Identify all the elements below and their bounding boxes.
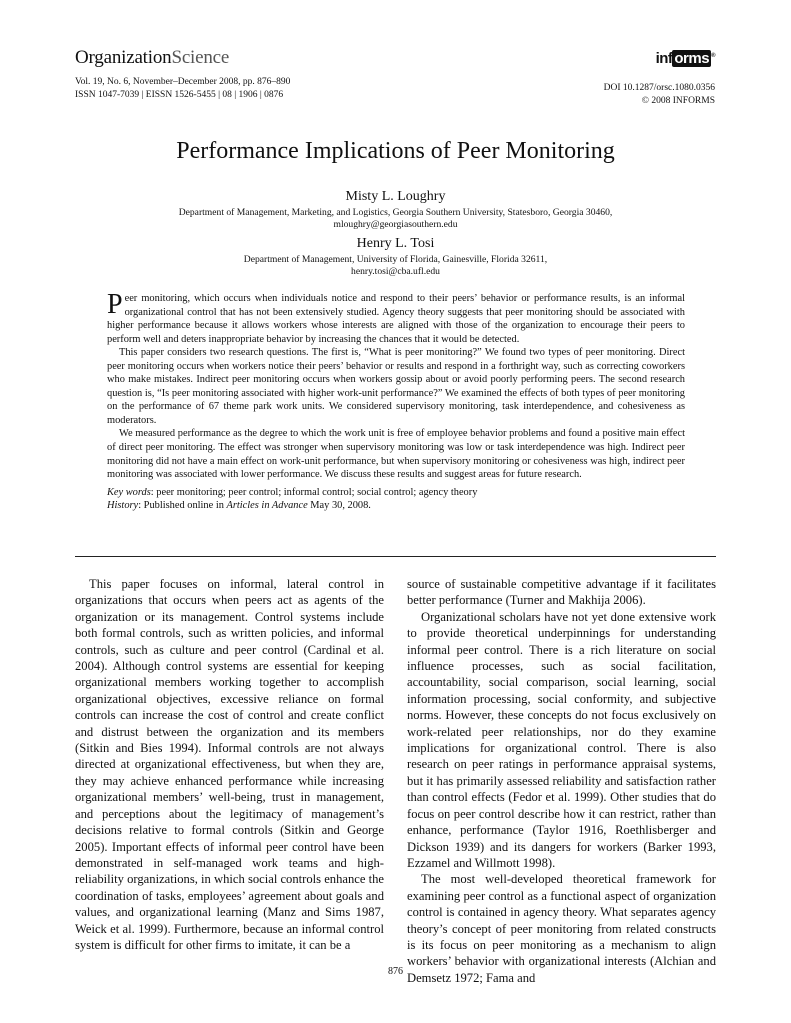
author-block-1	[0, 189, 791, 231]
abstract	[107, 289, 685, 513]
author-name: Henry L. Tosi	[356, 236, 435, 251]
body-paragraph: The most well-developed theoretical framework for examining peer control as a functional aspect of organization control is contained in agency theory. What separates agency theory’s concept of peer monitoring from related constructs is its focus on peer monitoring as a mechanism to align workers’ behavior with organizational interests (Alchian and Demsetz 1972; Fama and	[407, 872, 716, 985]
author-affiliation: Department of Management, University of Florida, Gainesville, Florida 32611,	[243, 254, 548, 265]
history: History: Published online in Articles in Advance May 30, 2008.	[107, 500, 371, 512]
doi-block	[604, 82, 715, 108]
abstract-paragraph: Peer monitoring, which occurs when individuals notice and respond to their peers’ behavior or performance results, is an informal organizational control that has not been extensively studied. Agency theory suggests that peer monitoring should be associated with higher performance because it allows workers whose interests are aligned with those of the organization to encourage their peers to perform well and deters inappropriate behavior by increasing the chances that it would be detected.	[107, 289, 685, 345]
author-email: mloughry@georgiasouthern.edu	[333, 219, 458, 230]
body-paragraph: This paper focuses on informal, lateral control in organizations that occurs when peers act as agents of the organization or its management. Control systems include both formal controls, such as written policies, and informal controls, such as culture and peer control (Cardinal et al. 2004). Although control systems are essential for keeping organizational members working together to accomplish organizational objectives, excessive reliance on formal controls can increase the cost of control and create conflict and distrust between the organization and its members (Sitkin and Bies 1994). Informal controls are not always directed at organizational effectiveness, but when they are, they may achieve enhanced performance while increasing organizational members’ well-being, trust in management, and perceptions about the legitimacy of management’s decisions relative to formal controls (Sitkin and George 2005). Important effects of informal peer control have been demonstrated in self-managed work teams and high-reliability organizations, in which social controls enhance the coordination of tasks, employees’ agreement about goals and values, and organizational learning (Manz and Sims 1987, Weick et al. 1999). Furthermore, because an informal control system is difficult for other firms to imitate, it can be a	[75, 577, 384, 952]
body-paragraph: Organizational scholars have not yet done extensive work to provide theoretical underpinnings for understanding informal peer control. There is a rich literature on social influence processes, such as social facilitation, accountability, social comparison, social learning, social information processing, social conformity, and subjective norms. However, these concepts do not focus exclusively on work-related peer relationships, nor do they examine implications for organizational control. There is also research on peer ratings in performance appraisal systems, but it has primarily assessed reliability and satisfaction rather than control effects (Fedor et al. 1999). Other studies that do focus on peer control describe how it can restrict, rather than enhance, performance (Taylor 1916, Roethlisberger and Dickson 1939) and its dangers for workers (Barker 1993, Ezzamel and Willmott 1998).	[407, 609, 716, 870]
informs-logo: inf orms ®	[655, 50, 715, 67]
doi: DOI 10.1287/orsc.1080.0356	[603, 83, 715, 93]
journal-name: OrganizationScience	[75, 47, 230, 68]
keywords: Key words: peer monitoring; peer control; informal control; social control; agency theory	[107, 486, 478, 498]
journal-name-sub: Science	[171, 47, 230, 68]
body-paragraph: source of sustainable competitive advantage if it facilitates better performance (Turner and Makhija 2006).	[407, 577, 716, 608]
abstract-paragraph: We measured performance as the degree to which the work unit is free of employee behavior problems and found a positive main effect of direct peer monitoring. The effect was stronger when supervisory monitoring was low or task interdependence was high. Indirect peer monitoring did not have a main effect on work-unit performance, but when supervisory monitoring or cohesiveness was high, indirect peer monitoring was associated with lower performance. We discuss these results and suggest areas for future research.	[107, 428, 685, 481]
issn-line: ISSN 1047-7039 | EISSN 1526-5455 | 08 | 1906 | 0876	[75, 90, 284, 100]
abstract-paragraph: This paper considers two research questions. The first is, “What is peer monitoring?” We found two types of peer monitoring. Direct peer monitoring occurs when workers notice their peers’ behavior or results and respond in a forthright way, such as correcting coworkers who make mistakes. Indirect peer monitoring occurs when workers gossip about or avoid poorly performing peers. The second research question is, “Is peer monitoring associated with higher work-unit performance?” We examined the effects of both types of peer monitoring on the performance of 67 theme park work units. We considered supervisory monitoring, task interdependence, and cohesiveness as moderators.	[107, 347, 685, 426]
copyright: © 2008 INFORMS	[641, 96, 715, 106]
page-number: 876	[388, 966, 403, 977]
paper-title: Performance Implications of Peer Monitoring	[176, 138, 615, 164]
section-divider	[75, 556, 716, 557]
drop-cap: P	[107, 289, 123, 320]
author-email: henry.tosi@cba.ufl.edu	[351, 266, 440, 277]
issue-info	[75, 76, 290, 102]
author-affiliation: Department of Management, Marketing, and Logistics, Georgia Southern University, Statesboro, Georgia 30460,	[178, 207, 613, 218]
body-column-right	[407, 576, 716, 986]
author-block-2	[0, 236, 791, 278]
body-column-left	[75, 576, 384, 953]
author-name: Misty L. Loughry	[345, 189, 446, 204]
volume-line: Vol. 19, No. 6, November–December 2008, pp. 876–890	[75, 77, 291, 87]
